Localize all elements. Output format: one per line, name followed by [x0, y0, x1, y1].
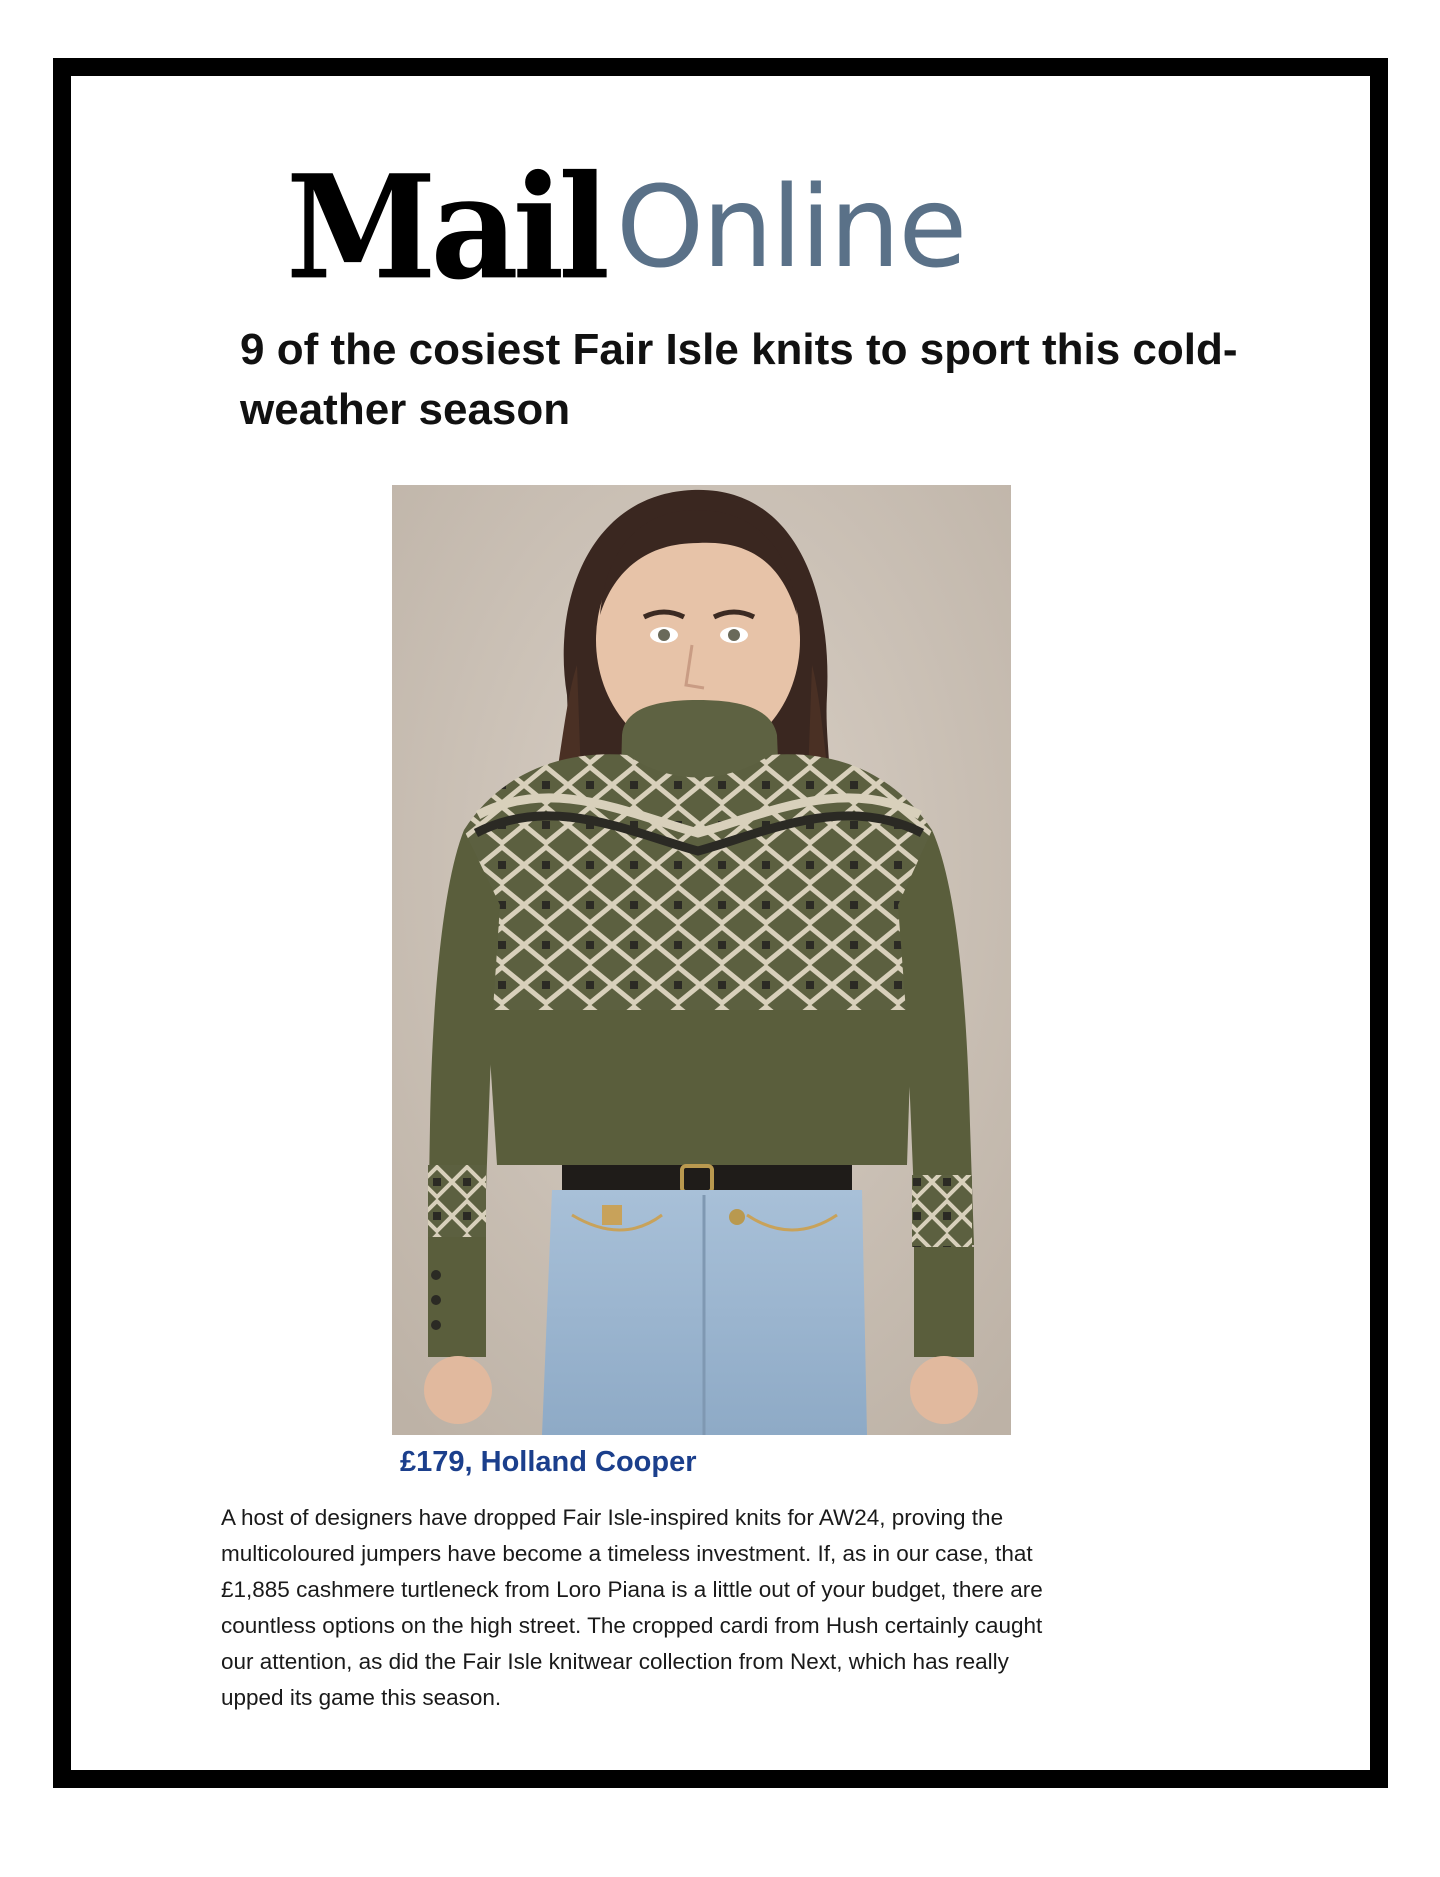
article-body	[221, 1500, 1221, 1716]
body-line: upped its game this season.	[221, 1685, 502, 1710]
body-line: countless options on the high street. The cropped cardi from Hush certainly caught	[221, 1613, 1043, 1638]
masthead-mail-wordmark: Mail	[286, 144, 604, 312]
masthead-logo[interactable]	[286, 144, 966, 312]
body-line: £1,885 cashmere turtleneck from Loro Piana is a little out of your budget, there are	[221, 1577, 1043, 1602]
article-headline: 9 of the cosiest Fair Isle knits to sport this cold-weather season	[240, 325, 1238, 434]
body-line: A host of designers have dropped Fair Isle-inspired knits for AW24, proving the	[221, 1505, 1004, 1530]
body-line: multicoloured jumpers have become a timeless investment. If, as in our case, that	[221, 1541, 1033, 1566]
masthead-online-wordmark: Online	[616, 163, 966, 293]
image-caption-price[interactable]: £179, Holland Cooper	[400, 1446, 697, 1478]
model-in-fair-isle-jumper-image	[392, 485, 1011, 1435]
product-photo[interactable]	[392, 485, 1011, 1435]
body-line: our attention, as did the Fair Isle knitwear collection from Next, which has really	[221, 1649, 1009, 1674]
